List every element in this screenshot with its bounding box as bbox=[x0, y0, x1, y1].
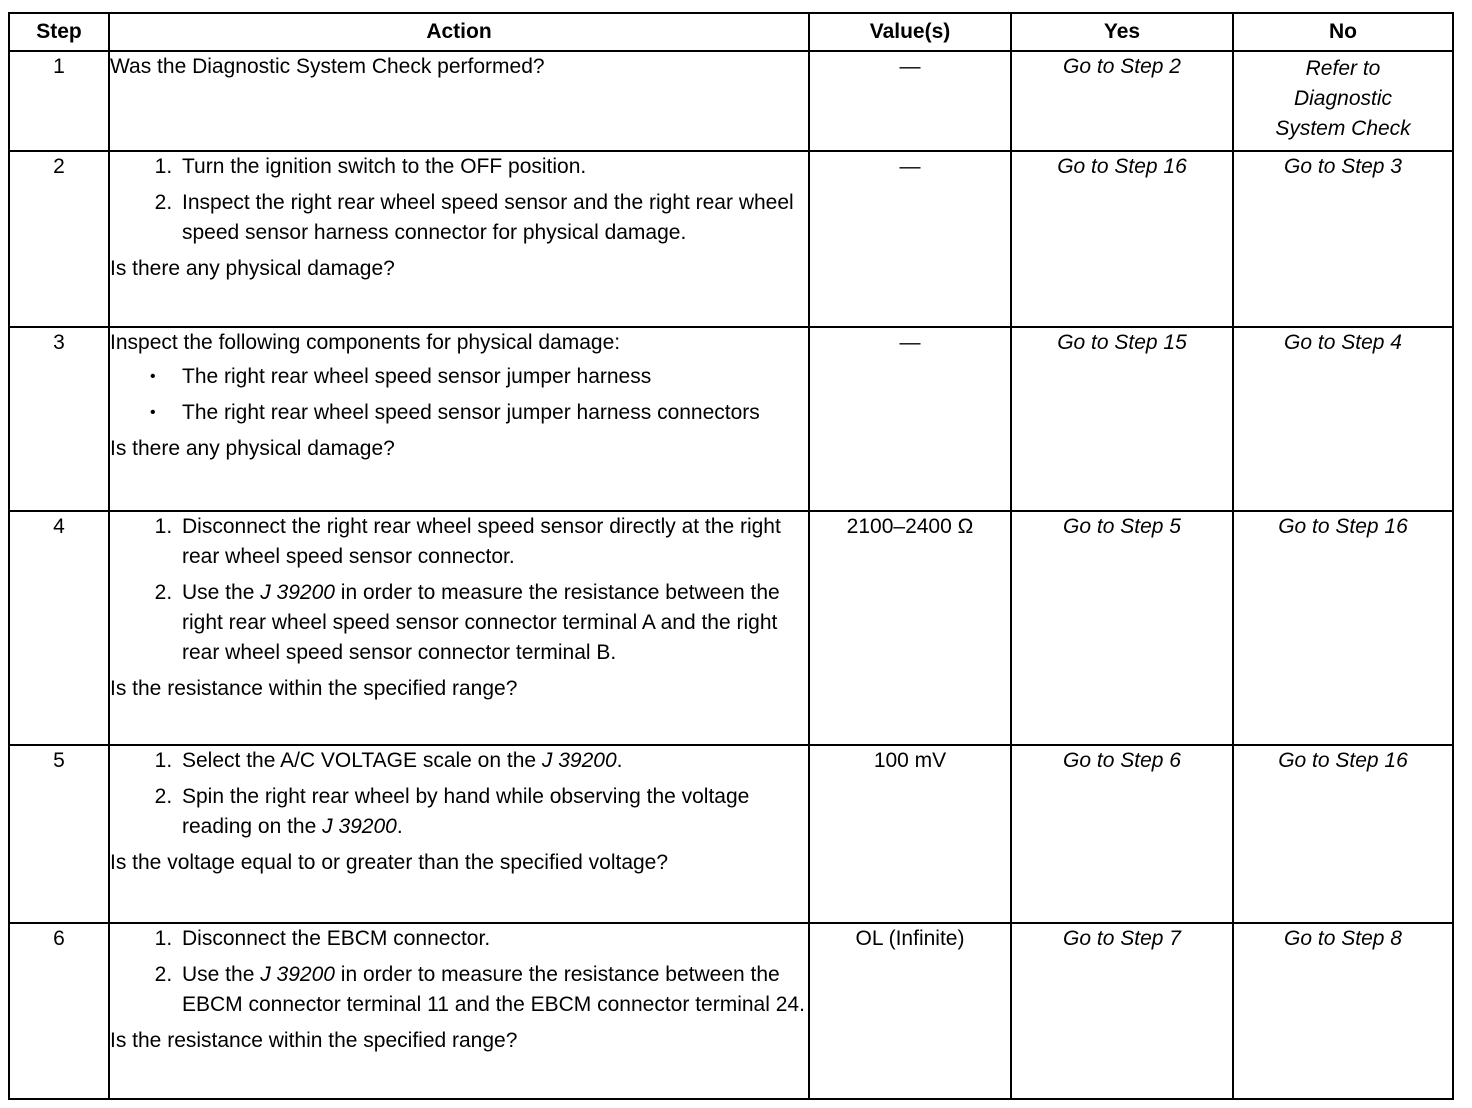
header-step: Step bbox=[9, 13, 109, 51]
action-steps bbox=[110, 746, 808, 848]
action-step-item: 2. Inspect the right rear wheel speed sensor and the right rear wheel speed sensor harness connector for physical damage. bbox=[178, 188, 808, 248]
action-text: in order to measure the resistance between the right rear wheel speed sensor connector terminal A and the right rear wheel speed sensor connector terminal B. bbox=[182, 581, 780, 664]
action-text: Use the bbox=[182, 581, 261, 604]
step-number: 3 bbox=[9, 327, 109, 511]
action-text: Select the A/C VOLTAGE scale on the bbox=[182, 749, 542, 772]
action-text: . bbox=[396, 815, 403, 838]
action-cell bbox=[109, 327, 809, 511]
no-cell: Go to Step 3 bbox=[1233, 151, 1453, 327]
table-row bbox=[9, 511, 1453, 745]
action-steps bbox=[110, 512, 808, 674]
action-step-item bbox=[178, 746, 808, 776]
no-ref-line: Refer to bbox=[1305, 57, 1381, 80]
action-question: Is the resistance within the specified range? bbox=[110, 1029, 518, 1052]
action-step-item bbox=[178, 578, 808, 668]
action-bullets bbox=[110, 362, 808, 428]
yes-cell: Go to Step 2 bbox=[1011, 51, 1233, 151]
action-text: . bbox=[616, 749, 623, 772]
action-bullet-item: • The right rear wheel speed sensor jumper harness connectors bbox=[178, 398, 808, 428]
action-question: Is there any physical damage? bbox=[110, 437, 395, 460]
table-row bbox=[9, 51, 1453, 151]
action-text: Was the Diagnostic System Check performed? bbox=[110, 55, 545, 78]
table-row bbox=[9, 151, 1453, 327]
action-steps bbox=[110, 152, 808, 254]
value-cell: OL (Infinite) bbox=[809, 923, 1011, 1099]
no-cell: Go to Step 8 bbox=[1233, 923, 1453, 1099]
action-content bbox=[110, 152, 808, 284]
table-row bbox=[9, 327, 1453, 511]
step-number: 5 bbox=[9, 745, 109, 923]
value-cell: 2100–2400 Ω bbox=[809, 511, 1011, 745]
tool-reference: J 39200 bbox=[260, 581, 335, 604]
action-text: in order to measure the resistance between the EBCM connector terminal 11 and the EBCM connector terminal 24. bbox=[182, 963, 805, 1016]
tool-reference: J 39200 bbox=[322, 815, 397, 838]
step-number: 6 bbox=[9, 923, 109, 1099]
no-cell: Go to Step 16 bbox=[1233, 511, 1453, 745]
header-yes: Yes bbox=[1011, 13, 1233, 51]
value-cell: — bbox=[809, 327, 1011, 511]
action-cell bbox=[109, 923, 809, 1099]
header-row bbox=[9, 13, 1453, 51]
action-text: Use the bbox=[182, 963, 261, 986]
action-steps bbox=[110, 924, 808, 1026]
action-text: Spin the right rear wheel by hand while observing the voltage reading on the bbox=[182, 785, 750, 838]
no-ref-line: Diagnostic bbox=[1293, 87, 1393, 110]
action-content bbox=[110, 924, 808, 1056]
step-number: 2 bbox=[9, 151, 109, 327]
value-cell: 100 mV bbox=[809, 745, 1011, 923]
action-cell bbox=[109, 51, 809, 151]
table-row bbox=[9, 745, 1453, 923]
table-row bbox=[9, 923, 1453, 1099]
yes-cell: Go to Step 6 bbox=[1011, 745, 1233, 923]
tool-reference: J 39200 bbox=[260, 963, 335, 986]
step-number: 4 bbox=[9, 511, 109, 745]
action-intro: Inspect the following components for physical damage: bbox=[110, 331, 621, 354]
action-content bbox=[110, 328, 808, 464]
diagnostic-table bbox=[8, 12, 1454, 1100]
yes-cell: Go to Step 7 bbox=[1011, 923, 1233, 1099]
action-step-item: 1. Turn the ignition switch to the OFF position. bbox=[178, 152, 808, 182]
action-question: Is there any physical damage? bbox=[110, 257, 395, 280]
header-values: Value(s) bbox=[809, 13, 1011, 51]
action-step-item bbox=[178, 960, 808, 1020]
value-cell: — bbox=[809, 51, 1011, 151]
yes-cell: Go to Step 16 bbox=[1011, 151, 1233, 327]
action-question: Is the resistance within the specified range? bbox=[110, 677, 518, 700]
no-cell: Go to Step 4 bbox=[1233, 327, 1453, 511]
action-cell bbox=[109, 745, 809, 923]
tool-reference: J 39200 bbox=[541, 749, 617, 772]
action-content bbox=[110, 746, 808, 878]
action-step-item bbox=[178, 782, 808, 842]
no-ref-line: System Check bbox=[1275, 117, 1411, 140]
yes-cell: Go to Step 15 bbox=[1011, 327, 1233, 511]
step-number: 1 bbox=[9, 51, 109, 151]
no-cell bbox=[1233, 51, 1453, 151]
action-step-item: 1. Disconnect the right rear wheel speed sensor directly at the right rear wheel speed sensor connector. bbox=[178, 512, 808, 572]
no-cell: Go to Step 16 bbox=[1233, 745, 1453, 923]
action-step-item: 1. Disconnect the EBCM connector. bbox=[178, 924, 808, 954]
action-cell bbox=[109, 511, 809, 745]
value-cell: — bbox=[809, 151, 1011, 327]
action-content bbox=[110, 512, 808, 704]
header-no: No bbox=[1233, 13, 1453, 51]
yes-cell: Go to Step 5 bbox=[1011, 511, 1233, 745]
action-bullet-item: • The right rear wheel speed sensor jumper harness bbox=[178, 362, 808, 392]
action-question: Is the voltage equal to or greater than the specified voltage? bbox=[110, 851, 669, 874]
header-action: Action bbox=[109, 13, 809, 51]
action-cell bbox=[109, 151, 809, 327]
